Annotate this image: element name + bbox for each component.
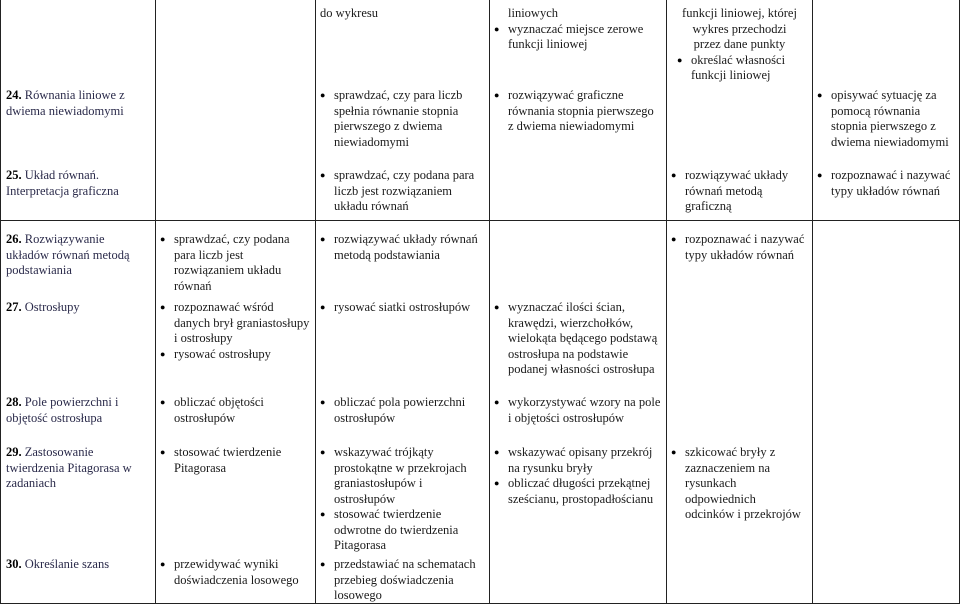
row24-col4 [490,86,666,137]
list-item: ● szkicować bryły z zaznaczeniem na rysunkach odpowiednich odcinków i przekrojów [671,445,808,523]
list-item: ● rysować siatki ostrosłupów [320,300,484,316]
list-item: ● rysować ostrosłupy [160,347,310,363]
row0-col3: do wykresu [320,6,378,20]
list-item: ● obliczać długości przekątnej sześcianu, prostopadłościanu [494,476,662,507]
row29-col4 [490,443,666,509]
list-item: ● obliczać pola powierzchni ostrosłupów [320,395,484,426]
row28-col3 [316,393,488,428]
list-item: ● rozwiązywać układy równań metodą graficzną [671,168,808,215]
list-item: ● rozpoznawać wśród danych brył graniastosłupy i ostrosłupy [160,300,310,347]
row27-col3 [316,298,488,318]
list-item: ● sprawdzać, czy podana para liczb jest rozwiązaniem układu równań [320,168,484,215]
topic-27: 27. Ostrosłupy [6,300,80,314]
topic-29: 29. Zastosowanie twierdzenia Pitagorasa w zadaniach [6,445,132,490]
row24-col6 [813,86,959,152]
row28-col2 [156,393,314,428]
row27-col2 [156,298,314,364]
list-item: ● stosować twierdzenie Pitagorasa [160,445,310,476]
list-item: ● określać własności funkcji liniowej [677,53,808,84]
list-item: ● sprawdzać, czy podana para liczb jest rozwiązaniem układu równań [160,232,310,294]
topic-25: 25. Układ równań. Interpretacja graficzna [6,168,119,198]
list-item: ● wykorzystywać wzory na pole i objętości ostrosłupów [494,395,662,426]
row28-col4 [490,393,666,428]
list-item: ● rozwiązywać układy równań metodą podstawiania [320,232,484,263]
list-item: ● przedstawiać na schematach przebieg doświadczenia losowego [320,557,484,604]
row27-col4 [490,298,666,380]
list-item: ● wyznaczać ilości ścian, krawędzi, wierzchołków, wielokąta będącego podstawą ostrosłupa na podstawie podanej własności ostrosłupa [494,300,662,378]
list-item: ● wyznaczać miejsce zerowe funkcji liniowej [494,22,662,53]
list-item: ● sprawdzać, czy para liczb spełnia równanie stopnia pierwszego z dwiema niewiadomymi [320,88,484,150]
row0-col4: liniowych ● wyznaczać miejsce zerowe funkcji liniowej [490,4,666,55]
row24-col3 [316,86,488,152]
topic-26: 26. Rozwiązywanie układów równań metodą podstawiania [6,232,130,277]
row0-col5: funkcji liniowej, której wykres przechodzi przez dane punkty ● określać własności funkcji liniowej [667,4,812,86]
list-item: ● wskazywać trójkąty prostokątne w przekrojach graniastosłupów i ostrosłupów [320,445,484,507]
list-item: ● wskazywać opisany przekrój na rysunku bryły [494,445,662,476]
row26-col3 [316,230,488,265]
row29-col5 [667,443,812,525]
row-divider [0,220,960,221]
list-item: ● rozwiązywać graficzne równania stopnia pierwszego z dwiema niewiadomymi [494,88,662,135]
row26-col2 [156,230,314,296]
list-item: ● obliczać objętości ostrosłupów [160,395,310,426]
row29-col2 [156,443,314,478]
list-item: ● rozpoznawać i nazywać typy układów równań [671,232,808,263]
list-item: ● rozpoznawać i nazywać typy układów równań [817,168,955,199]
list-item: ● stosować twierdzenie odwrotne do twierdzenia Pitagorasa [320,507,484,554]
list-item: ● opisywać sytuację za pomocą równania stopnia pierwszego z dwiema niewiadomymi [817,88,955,150]
row30-col2 [156,555,314,590]
topic-30: 30. Określanie szans [6,557,110,571]
list-item: ● przewidywać wyniki doświadczenia losowego [160,557,310,588]
topic-24: 24. Równania liniowe z dwiema niewiadomymi [6,88,125,118]
row29-col3 [316,443,488,556]
row26-col5 [667,230,812,265]
row30-col3 [316,555,488,606]
topic-28: 28. Pole powierzchni i objętość ostrosłupa [6,395,119,425]
row25-col6 [813,166,959,201]
row25-col3 [316,166,488,217]
table-border-left [0,0,1,604]
row25-col5 [667,166,812,217]
